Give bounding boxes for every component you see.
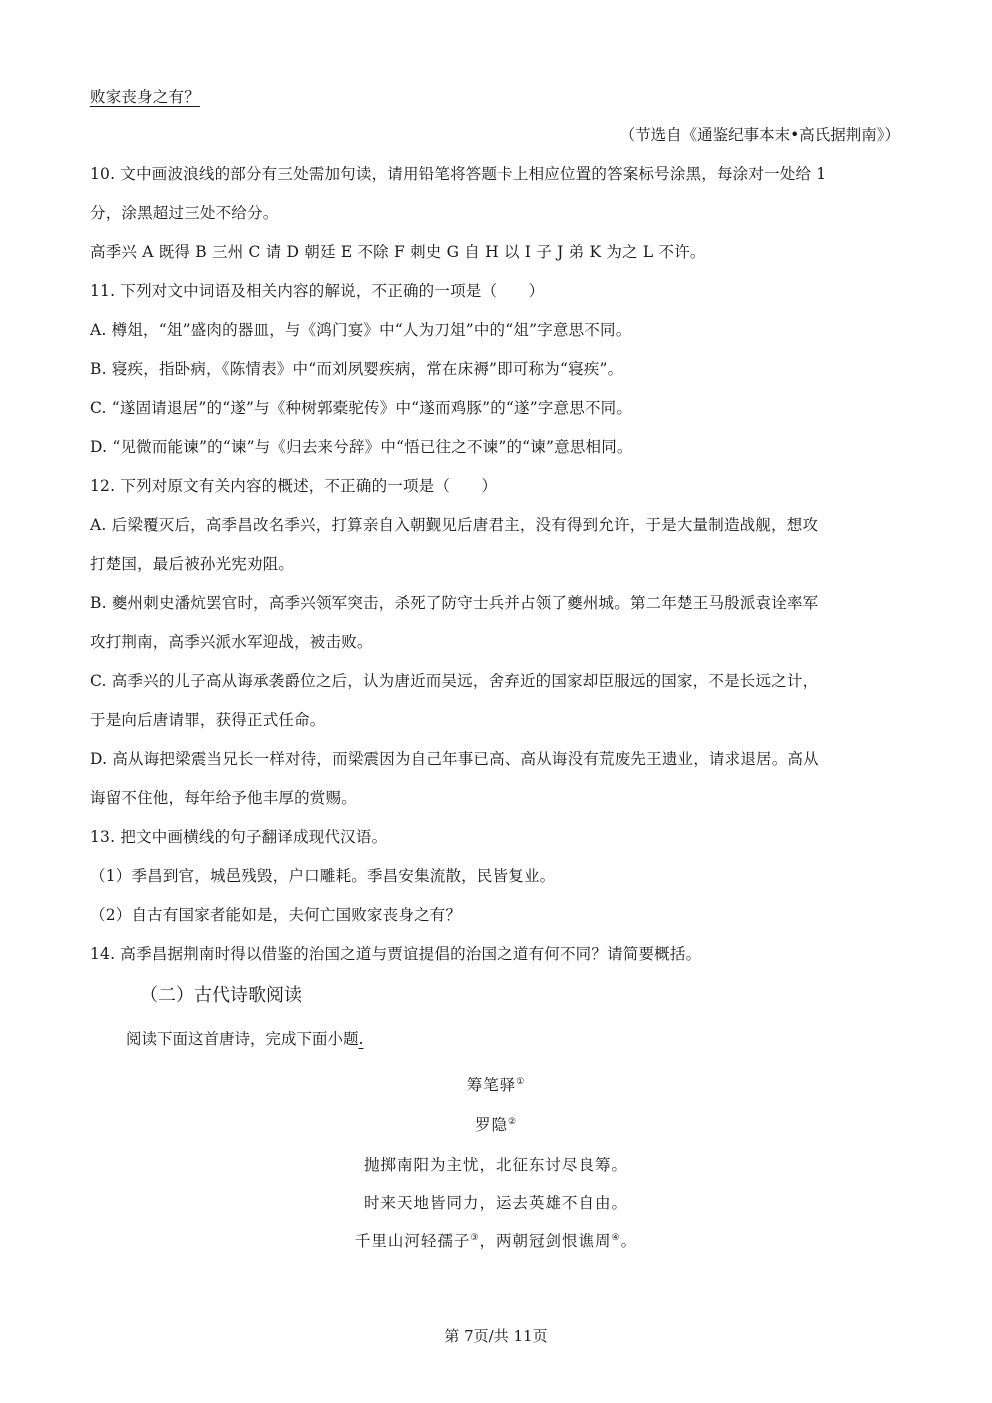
- q12-option-b-line1: B. 夔州刺史潘炕罢官时，高季兴领军突击，杀死了防守士兵并占领了夔州城。第二年楚王马殷派袁诠率军: [90, 594, 819, 612]
- q10-sentence: 高季兴 A 既得 B 三州 C 请 D 朝廷 E 不除 F 刺史 G 自 H 以 I 子 J 弟 K 为之 L 不许。: [90, 243, 706, 261]
- q12-option-c-line1: C. 高季兴的儿子高从诲承袭爵位之后，认为唐近而吴远，舍弃近的国家却臣服远的国家，不是长远之计，: [90, 672, 819, 690]
- poem-line-3b: ，两朝冠剑恨谯周: [479, 1232, 612, 1250]
- poem-line-3c: 。: [620, 1232, 638, 1250]
- passage-tail: 败家丧身之有？: [90, 88, 200, 106]
- q14-stem: 14. 高季昌据荆南时得以借鉴的治国之道与贾谊提倡的治国之道有何不同？请简要概括。: [90, 945, 702, 963]
- poem-title-text: 筹笔驿: [466, 1076, 517, 1094]
- section-title: （二）古代诗歌阅读: [140, 985, 302, 1006]
- q11-option-c: C. “遂固请退居”的“遂”与《种树郭橐驼传》中“遂而鸡豚”的“遂”字意思不同。: [90, 399, 633, 417]
- poem-line-3-note-2: ④: [611, 1232, 621, 1243]
- poem-line-3: [0, 1229, 992, 1251]
- poem-author-text: 罗隐: [474, 1116, 508, 1134]
- poem-line-2: 时来天地皆同力，运去英雄不自由。: [363, 1194, 628, 1212]
- source-citation: （节选自《通鉴纪事本末•高氏据荆南》）: [619, 126, 900, 144]
- poem-author: [0, 1113, 992, 1135]
- q12-option-a-line1: A. 后梁覆灭后，高季昌改名季兴，打算亲自入朝觐见后唐君主，没有得到允许，于是大量制造战舰，想攻: [90, 516, 819, 534]
- q12-option-b-line2: 攻打荆南，高季兴派水军迎战，被击败。: [90, 633, 373, 651]
- page-footer: 第 7页/共 11页: [444, 1327, 548, 1345]
- q12-stem: 12. 下列对原文有关内容的概述，不正确的一项是（ ）: [90, 477, 498, 495]
- q10-stem-line1: 10. 文中画波浪线的部分有三处需加句读，请用铅笔将答题卡上相应位置的答案标号涂黑，每涂对一处给 1: [90, 165, 827, 183]
- q13-sentence-1: （1）季昌到官，城邑残毁，户口雕耗。季昌安集流散，民皆复业。: [90, 867, 556, 885]
- poem-title: [0, 1073, 992, 1095]
- q11-option-b: B. 寝疾，指卧病，《陈情表》中“而刘夙婴疾病，常在床褥”即可称为“寝疾”。: [90, 360, 624, 378]
- poem-line-3-note-1: ③: [470, 1232, 480, 1243]
- q12-option-d-line1: D. 高从诲把梁震当兄长一样对待，而梁震因为自己年事已高、高从诲没有荒废先王遗业，请求退居。高从: [90, 750, 819, 768]
- q10-stem-line2: 分，涂黑超过三处不给分。: [90, 204, 279, 222]
- q12-option-a-line2: 打楚国，最后被孙光宪劝阻。: [90, 555, 295, 573]
- q11-stem: 11. 下列对文中词语及相关内容的解说，不正确的一项是（ ）: [90, 282, 545, 300]
- q12-option-c-line2: 于是向后唐请罪，获得正式任命。: [90, 711, 326, 729]
- poem-title-note: ①: [516, 1076, 526, 1087]
- q11-option-a: A. 樽俎，“俎”盛肉的器皿，与《鸿门宴》中“人为刀俎”中的“俎”字意思不同。: [90, 321, 632, 339]
- poem-intro-dot: .: [358, 1030, 364, 1048]
- q12-option-d-line2: 诲留不住他，每年给予他丰厚的赏赐。: [90, 789, 357, 807]
- q13-sentence-2: （2）自古有国家者能如是，夫何亡国败家丧身之有？: [90, 906, 462, 924]
- q13-stem: 13. 把文中画横线的句子翻译成现代汉语。: [90, 828, 388, 846]
- poem-intro: [126, 1027, 363, 1049]
- poem-line-1: 抛掷南阳为主忧，北征东讨尽良筹。: [363, 1156, 628, 1174]
- poem-author-note: ②: [507, 1116, 518, 1127]
- poem-intro-text: 阅读下面这首唐诗，完成下面小题: [126, 1030, 359, 1048]
- q11-option-d: D. “见微而能谏”的“谏”与《归去来兮辞》中“悟已往之不谏”的“谏”意思相同。: [90, 438, 633, 456]
- poem-line-3a: 千里山河轻孺子: [354, 1232, 471, 1250]
